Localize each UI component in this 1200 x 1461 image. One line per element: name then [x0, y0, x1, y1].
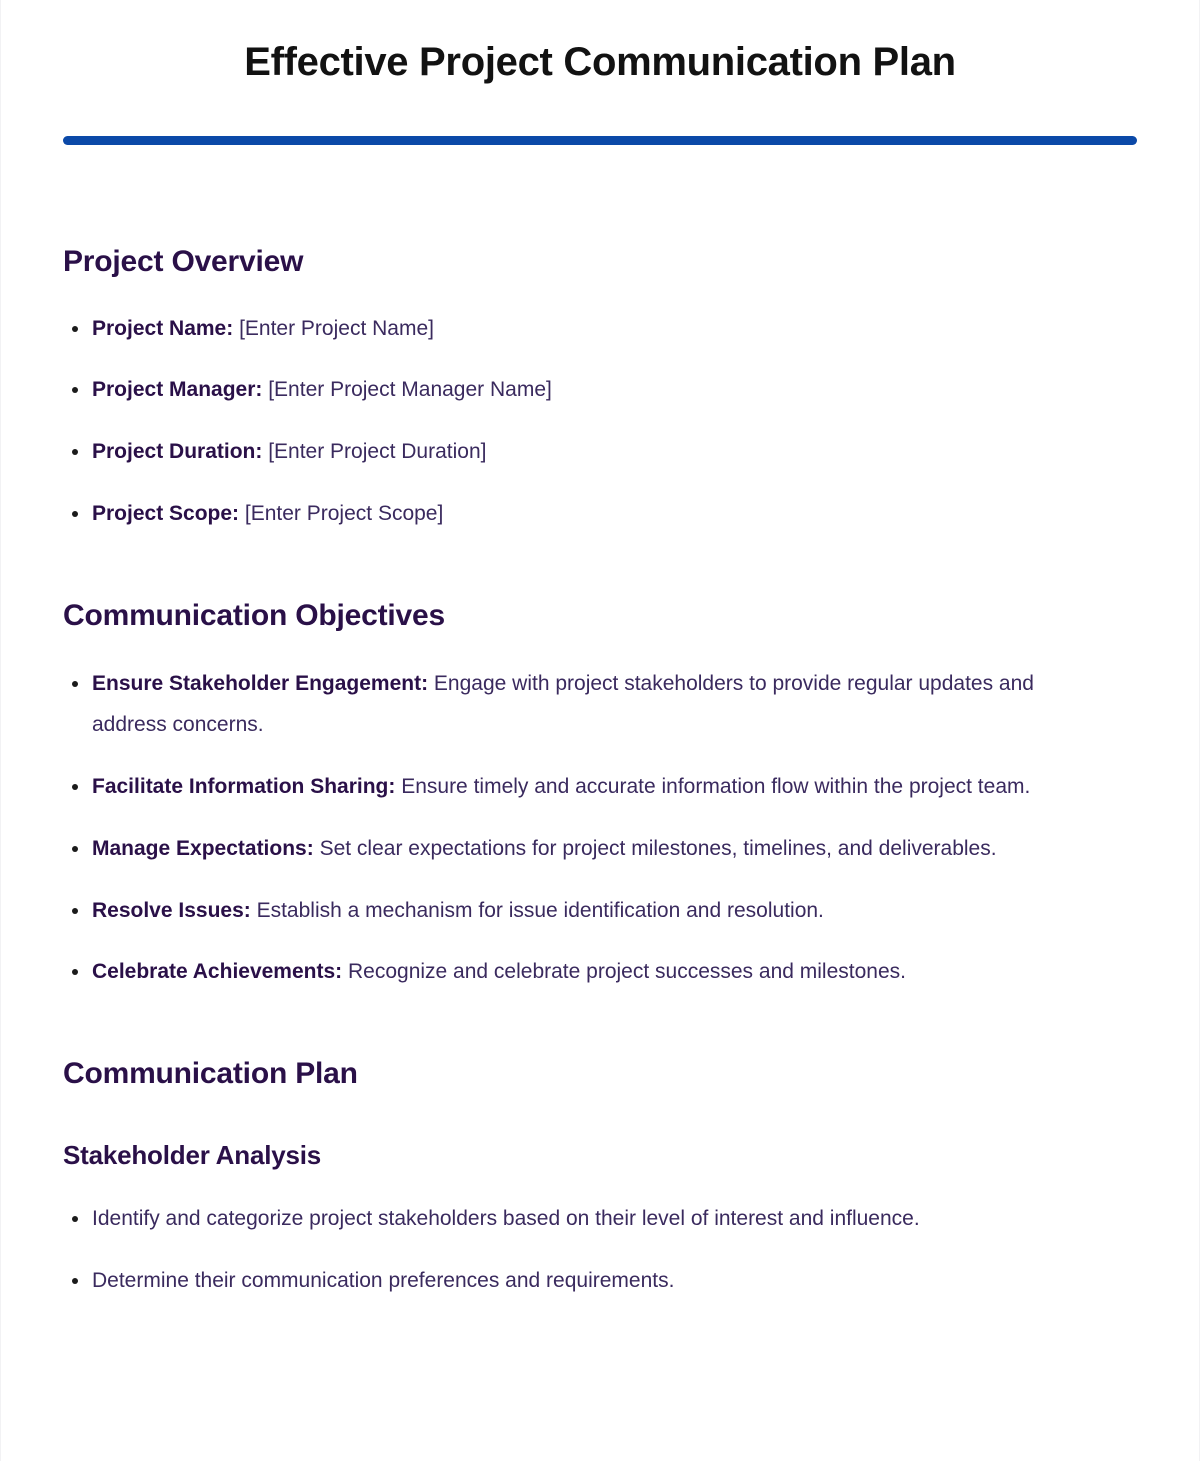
list-item-text: [Enter Project Name]	[239, 316, 434, 340]
heading-project-overview: Project Overview	[63, 245, 304, 278]
list-item	[63, 432, 1102, 473]
list-item-text: [Enter Project Manager Name]	[268, 378, 552, 402]
list-item	[63, 952, 1102, 993]
list-project-overview	[63, 309, 1137, 536]
list-item	[63, 494, 1102, 535]
heading-communication-objectives: Communication Objectives	[63, 599, 445, 633]
list-item-text: [Enter Project Scope]	[244, 502, 444, 526]
subsection-stakeholder-analysis	[63, 1093, 1137, 1302]
list-stakeholder-analysis	[63, 1199, 1137, 1302]
list-item	[63, 1199, 1102, 1240]
list-item-label: Facilitate Information Sharing:	[92, 774, 402, 798]
list-item	[63, 767, 1102, 808]
section-project-overview	[63, 145, 1137, 535]
document-body	[1, 145, 1199, 1342]
list-item-label: Project Duration:	[92, 440, 269, 464]
list-item-text: Identify and categorize project stakeholders based on their level of interest and influence.	[92, 1207, 920, 1231]
list-item-label: Celebrate Achievements:	[92, 960, 348, 984]
list-item-label: Ensure Stakeholder Engagement:	[92, 671, 434, 695]
list-item-text: Establish a mechanism for issue identification and resolution.	[256, 898, 824, 922]
list-item	[63, 309, 1102, 350]
heading-stakeholder-analysis: Stakeholder Analysis	[63, 1139, 322, 1170]
list-item-label: Project Name:	[92, 316, 240, 340]
list-item-label: Resolve Issues:	[92, 898, 257, 922]
heading-communication-plan: Communication Plan	[63, 1057, 358, 1091]
list-item	[63, 829, 1102, 870]
section-communication-objectives	[63, 535, 1137, 993]
list-item	[63, 891, 1102, 932]
list-item-text: Engage with project stakeholders to provide regular updates and address concerns.	[92, 671, 1034, 736]
list-item-text: [Enter Project Duration]	[268, 440, 487, 464]
page-title: Effective Project Communication Plan	[244, 40, 956, 84]
section-communication-plan	[63, 993, 1137, 1302]
list-communication-objectives	[63, 664, 1137, 994]
list-item-label: Manage Expectations:	[92, 836, 320, 860]
list-item-text: Recognize and celebrate project successes and milestones.	[348, 960, 906, 984]
list-item-label: Project Manager:	[92, 378, 269, 402]
list-item	[63, 664, 1102, 746]
list-item	[63, 370, 1102, 411]
list-item-label: Project Scope:	[92, 502, 245, 526]
list-item	[63, 1261, 1102, 1302]
list-item-text: Determine their communication preferences and requirements.	[92, 1269, 675, 1293]
list-item-text: Ensure timely and accurate information flow within the project team.	[401, 774, 1031, 798]
title-divider	[63, 136, 1137, 145]
list-item-text: Set clear expectations for project milestones, timelines, and deliverables.	[319, 836, 997, 860]
